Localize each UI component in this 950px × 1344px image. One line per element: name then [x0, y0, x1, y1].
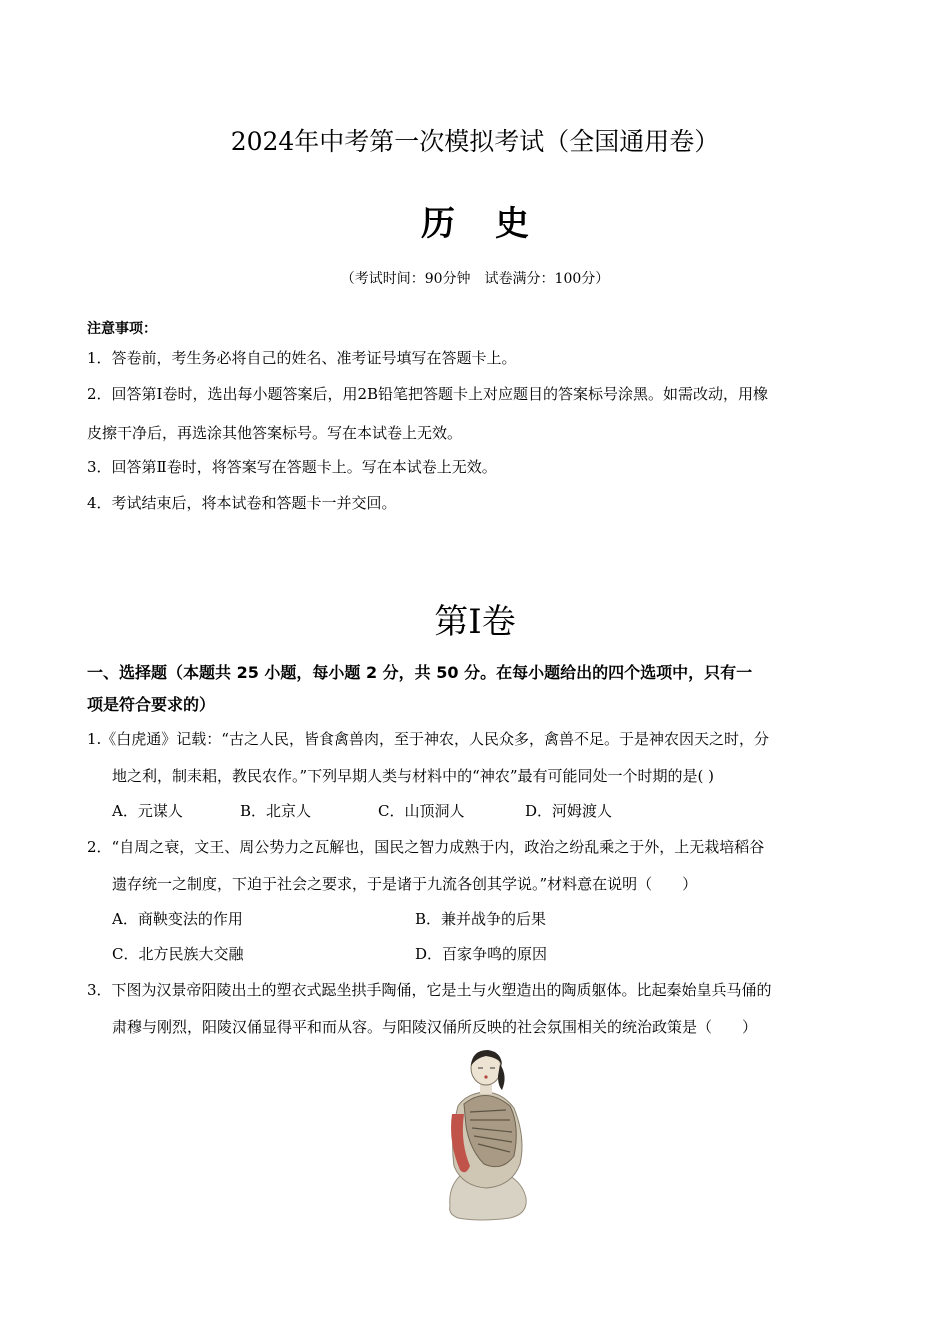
option-c: C．山顶洞人 [378, 802, 465, 820]
option-d: D．百家争鸣的原因 [415, 945, 548, 963]
notice-item-continued: 皮擦干净后，再选涂其他答案标号。写在本试卷上无效。 [87, 424, 463, 442]
notice-item: 3．回答第Ⅱ卷时，将答案写在答题卡上。写在本试卷上无效。 [87, 458, 497, 476]
question-2-line2: 遗存统一之制度，下迫于社会之要求，于是诸于九流各创其学说。”材料意在说明（ ） [112, 875, 698, 893]
option-c: C．北方民族大交融 [112, 945, 244, 963]
notice-item: 2．回答第Ⅰ卷时，选出每小题答案后，用2B铅笔把答题卡上对应题目的答案标号涂黑。如需改动，用橡 [87, 385, 769, 403]
question-1-line1: 1.《白虎通》记载：“古之人民，皆食禽兽肉，至于神农，人民众多，禽兽不足。于是神农因天之时，分 [87, 730, 769, 748]
exam-title: 2024年中考第一次模拟考试（全国通用卷） [230, 127, 720, 156]
option-b: B．兼并战争的后果 [415, 910, 547, 928]
question-2-line1: 2．“自周之衰，文王、周公势力之瓦解也，国民之智力成熟于内，政治之纷乱乘之于外，上无栽培稻谷 [87, 838, 765, 856]
section-heading-continued: 项是符合要求的） [87, 695, 216, 714]
option-a: A．商鞅变法的作用 [112, 910, 243, 928]
question-3-line2: 肃穆与刚烈，阳陵汉俑显得平和而从容。与阳陵汉俑所反映的社会氛围相关的统治政策是（ ） [112, 1018, 758, 1036]
pottery-figurine-image [440, 1046, 532, 1222]
question-3-line1: 3．下图为汉景帝阳陵出土的塑衣式跽坐拱手陶俑，它是土与火塑造出的陶质躯体。比起秦始皇兵马俑的 [87, 981, 772, 999]
time-info: （考试时间：90分钟 试卷满分：100分） [340, 271, 610, 287]
notice-item: 1．答卷前，考生务必将自己的姓名、准考证号填写在答题卡上。 [87, 349, 517, 367]
notice-heading: 注意事项： [87, 321, 157, 337]
subject-title: 历史 [421, 204, 569, 244]
option-a: A．元谋人 [112, 802, 183, 820]
part-title: 第Ⅰ卷 [434, 602, 516, 642]
notice-item: 4．考试结束后，将本试卷和答题卡一并交回。 [87, 494, 397, 512]
option-b: B．北京人 [240, 802, 312, 820]
section-heading: 一、选择题（本题共 25 小题，每小题 2 分，共 50 分。在每小题给出的四个选项中，只有一 [87, 663, 753, 682]
question-1-line2: 地之利，制耒耜，教民农作。”下列早期人类与材料中的“神农”最有可能同处一个时期的是( ) [112, 767, 714, 785]
option-d: D．河姆渡人 [525, 802, 613, 820]
